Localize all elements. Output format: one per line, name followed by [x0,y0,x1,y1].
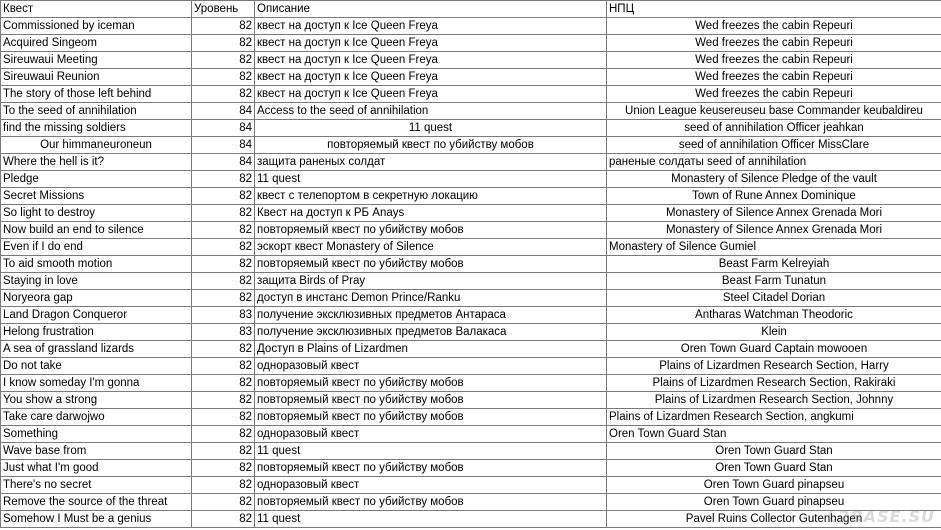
level-cell: 82 [192,409,255,426]
table-row [1,239,941,256]
npc-cell: Monastery of Silence Pledge of the vault [607,171,941,188]
npc-cell: seed of annihilation Officer MissClare [607,137,941,154]
level-cell: 84 [192,103,255,120]
description-cell: 11 quest [255,511,607,528]
npc-cell: Plains of Lizardmen Research Section, Rakiraki [607,375,941,392]
description-cell: эскорт квест Monastery of Silence [255,239,607,256]
table-row [1,273,941,290]
description-cell: Доступ в Plains of Lizardmen [255,341,607,358]
header-description: Описание [255,1,607,18]
quest-cell: Acquired Singeom [1,35,192,52]
npc-cell: Wed freezes the cabin Repeuri [607,69,941,86]
table-row [1,511,941,528]
quest-cell: Remove the source of the threat [1,494,192,511]
npc-cell: Beast Farm Tunatun [607,273,941,290]
npc-cell: Plains of Lizardmen Research Section, angkumi [607,409,941,426]
description-cell: 11 quest [255,171,607,188]
level-cell: 82 [192,188,255,205]
level-cell: 82 [192,35,255,52]
npc-cell: Oren Town Guard Captain mowooen [607,341,941,358]
quest-cell: Wave base from [1,443,192,460]
npc-cell: Oren Town Guard Stan [607,426,941,443]
table-row [1,307,941,324]
quest-cell: Secret Missions [1,188,192,205]
level-cell: 82 [192,205,255,222]
table-row [1,494,941,511]
level-cell: 82 [192,171,255,188]
level-cell: 83 [192,307,255,324]
npc-cell: Wed freezes the cabin Repeuri [607,86,941,103]
table-row [1,52,941,69]
table-row [1,35,941,52]
quest-cell: Sireuwaui Meeting [1,52,192,69]
quest-cell: Noryeora gap [1,290,192,307]
table-row [1,341,941,358]
level-cell: 82 [192,52,255,69]
table-row [1,120,941,137]
description-cell: получение эксклюзивных предметов Валакаса [255,324,607,341]
level-cell: 82 [192,358,255,375]
quest-cell: Our himmaneuroneun [1,137,192,154]
npc-cell: Pavel Ruins Collector Gutenhagen [607,511,941,528]
level-cell: 84 [192,154,255,171]
table-row [1,256,941,273]
npc-cell: Antharas Watchman Theodoric [607,307,941,324]
quest-cell: Just what I'm good [1,460,192,477]
description-cell: одноразовый квест [255,426,607,443]
description-cell: 11 quest [255,443,607,460]
description-cell: повторяемый квест по убийству мобов [255,392,607,409]
npc-cell: Oren Town Guard pinapseu [607,477,941,494]
level-cell: 82 [192,477,255,494]
table-row [1,18,941,35]
level-cell: 82 [192,341,255,358]
table-row [1,443,941,460]
header-npc: НПЦ [607,1,941,18]
table-row [1,222,941,239]
description-cell: повторяемый квест по убийству мобов [255,460,607,477]
table-row [1,477,941,494]
header-quest: Квест [1,1,192,18]
npc-cell: Monastery of Silence Gumiel [607,239,941,256]
quest-cell: To the seed of annihilation [1,103,192,120]
table-row [1,324,941,341]
description-cell: защита раненых солдат [255,154,607,171]
level-cell: 82 [192,443,255,460]
level-cell: 82 [192,460,255,477]
quest-cell: Staying in love [1,273,192,290]
description-cell: повторяемый квест по убийству мобов [255,494,607,511]
quest-cell: Helong frustration [1,324,192,341]
quest-cell: You show a strong [1,392,192,409]
npc-cell: Monastery of Silence Annex Grenada Mori [607,205,941,222]
description-cell: защита Birds of Pray [255,273,607,290]
quest-cell: Now build an end to silence [1,222,192,239]
npc-cell: Wed freezes the cabin Repeuri [607,35,941,52]
level-cell: 82 [192,18,255,35]
quest-cell: A sea of grassland lizards [1,341,192,358]
quest-cell: find the missing soldiers [1,120,192,137]
description-cell: доступ в инстанс Demon Prince/Ranku [255,290,607,307]
description-cell: квест на доступ к Ice Queen Freya [255,35,607,52]
npc-cell: Oren Town Guard Stan [607,460,941,477]
npc-cell: Union League keusereuseu base Commander keubaldireu [607,103,941,120]
table-row [1,426,941,443]
npc-cell: раненые солдаты seed of annihilation [607,154,941,171]
quest-cell: Even if I do end [1,239,192,256]
description-cell: повторяемый квест по убийству мобов [255,256,607,273]
description-cell: одноразовый квест [255,477,607,494]
description-cell: получение эксклюзивных предметов Антараса [255,307,607,324]
quest-cell: The story of those left behind [1,86,192,103]
npc-cell: Oren Town Guard pinapseu [607,494,941,511]
npc-cell: Plains of Lizardmen Research Section, Harry [607,358,941,375]
level-cell: 82 [192,69,255,86]
description-cell: квест на доступ к Ice Queen Freya [255,52,607,69]
table-row [1,205,941,222]
description-cell: повторяемый квест по убийству мобов [255,409,607,426]
npc-cell: Town of Rune Annex Dominique [607,188,941,205]
table-row [1,460,941,477]
table-row [1,375,941,392]
table-row [1,358,941,375]
level-cell: 82 [192,222,255,239]
quest-cell: I know someday I'm gonna [1,375,192,392]
description-cell: повторяемый квест по убийству мобов [255,222,607,239]
description-cell: 11 quest [255,120,607,137]
quest-cell: Sireuwaui Reunion [1,69,192,86]
table-row [1,392,941,409]
level-cell: 84 [192,137,255,154]
description-cell: квест на доступ к Ice Queen Freya [255,69,607,86]
description-cell: квест на доступ к Ice Queen Freya [255,86,607,103]
npc-cell: Beast Farm Kelreyiah [607,256,941,273]
level-cell: 82 [192,86,255,103]
description-cell: квест на доступ к Ice Queen Freya [255,18,607,35]
npc-cell: Steel Citadel Dorian [607,290,941,307]
table-row [1,188,941,205]
quest-cell: Commissioned by iceman [1,18,192,35]
level-cell: 82 [192,290,255,307]
table-row [1,171,941,188]
level-cell: 82 [192,392,255,409]
table-row [1,103,941,120]
table-row [1,154,941,171]
npc-cell: Monastery of Silence Annex Grenada Mori [607,222,941,239]
level-cell: 83 [192,324,255,341]
description-cell: квест с телепортом в секретную локацию [255,188,607,205]
quest-cell: Do not take [1,358,192,375]
description-cell: повторяемый квест по убийству мобов [255,375,607,392]
table-row [1,69,941,86]
watermark-logo: L2BASE.SU [827,507,935,526]
table-row [1,409,941,426]
quest-cell: Where the hell is it? [1,154,192,171]
quest-cell: So light to destroy [1,205,192,222]
level-cell: 84 [192,120,255,137]
level-cell: 82 [192,375,255,392]
description-cell: Access to the seed of annihilation [255,103,607,120]
description-cell: Квест на доступ к РБ Anays [255,205,607,222]
npc-cell: Wed freezes the cabin Repeuri [607,18,941,35]
level-cell: 82 [192,273,255,290]
table-row [1,290,941,307]
npc-cell: seed of annihilation Officer jeahkan [607,120,941,137]
level-cell: 82 [192,239,255,256]
table-row [1,86,941,103]
quest-cell: Somehow I Must be a genius [1,511,192,528]
level-cell: 82 [192,494,255,511]
header-level: Уровень [192,1,255,18]
quest-cell: To aid smooth motion [1,256,192,273]
npc-cell: Klein [607,324,941,341]
quest-cell: Something [1,426,192,443]
table-row [1,137,941,154]
npc-cell: Wed freezes the cabin Repeuri [607,52,941,69]
npc-cell: Oren Town Guard Stan [607,443,941,460]
quest-cell: Land Dragon Conqueror [1,307,192,324]
description-cell: повторяемый квест по убийству мобов [255,137,607,154]
quest-cell: There's no secret [1,477,192,494]
level-cell: 82 [192,511,255,528]
level-cell: 82 [192,256,255,273]
quest-cell: Take care darwojwo [1,409,192,426]
header-row [1,1,941,18]
quest-cell: Pledge [1,171,192,188]
npc-cell: Plains of Lizardmen Research Section, Johnny [607,392,941,409]
description-cell: одноразовый квест [255,358,607,375]
level-cell: 82 [192,426,255,443]
